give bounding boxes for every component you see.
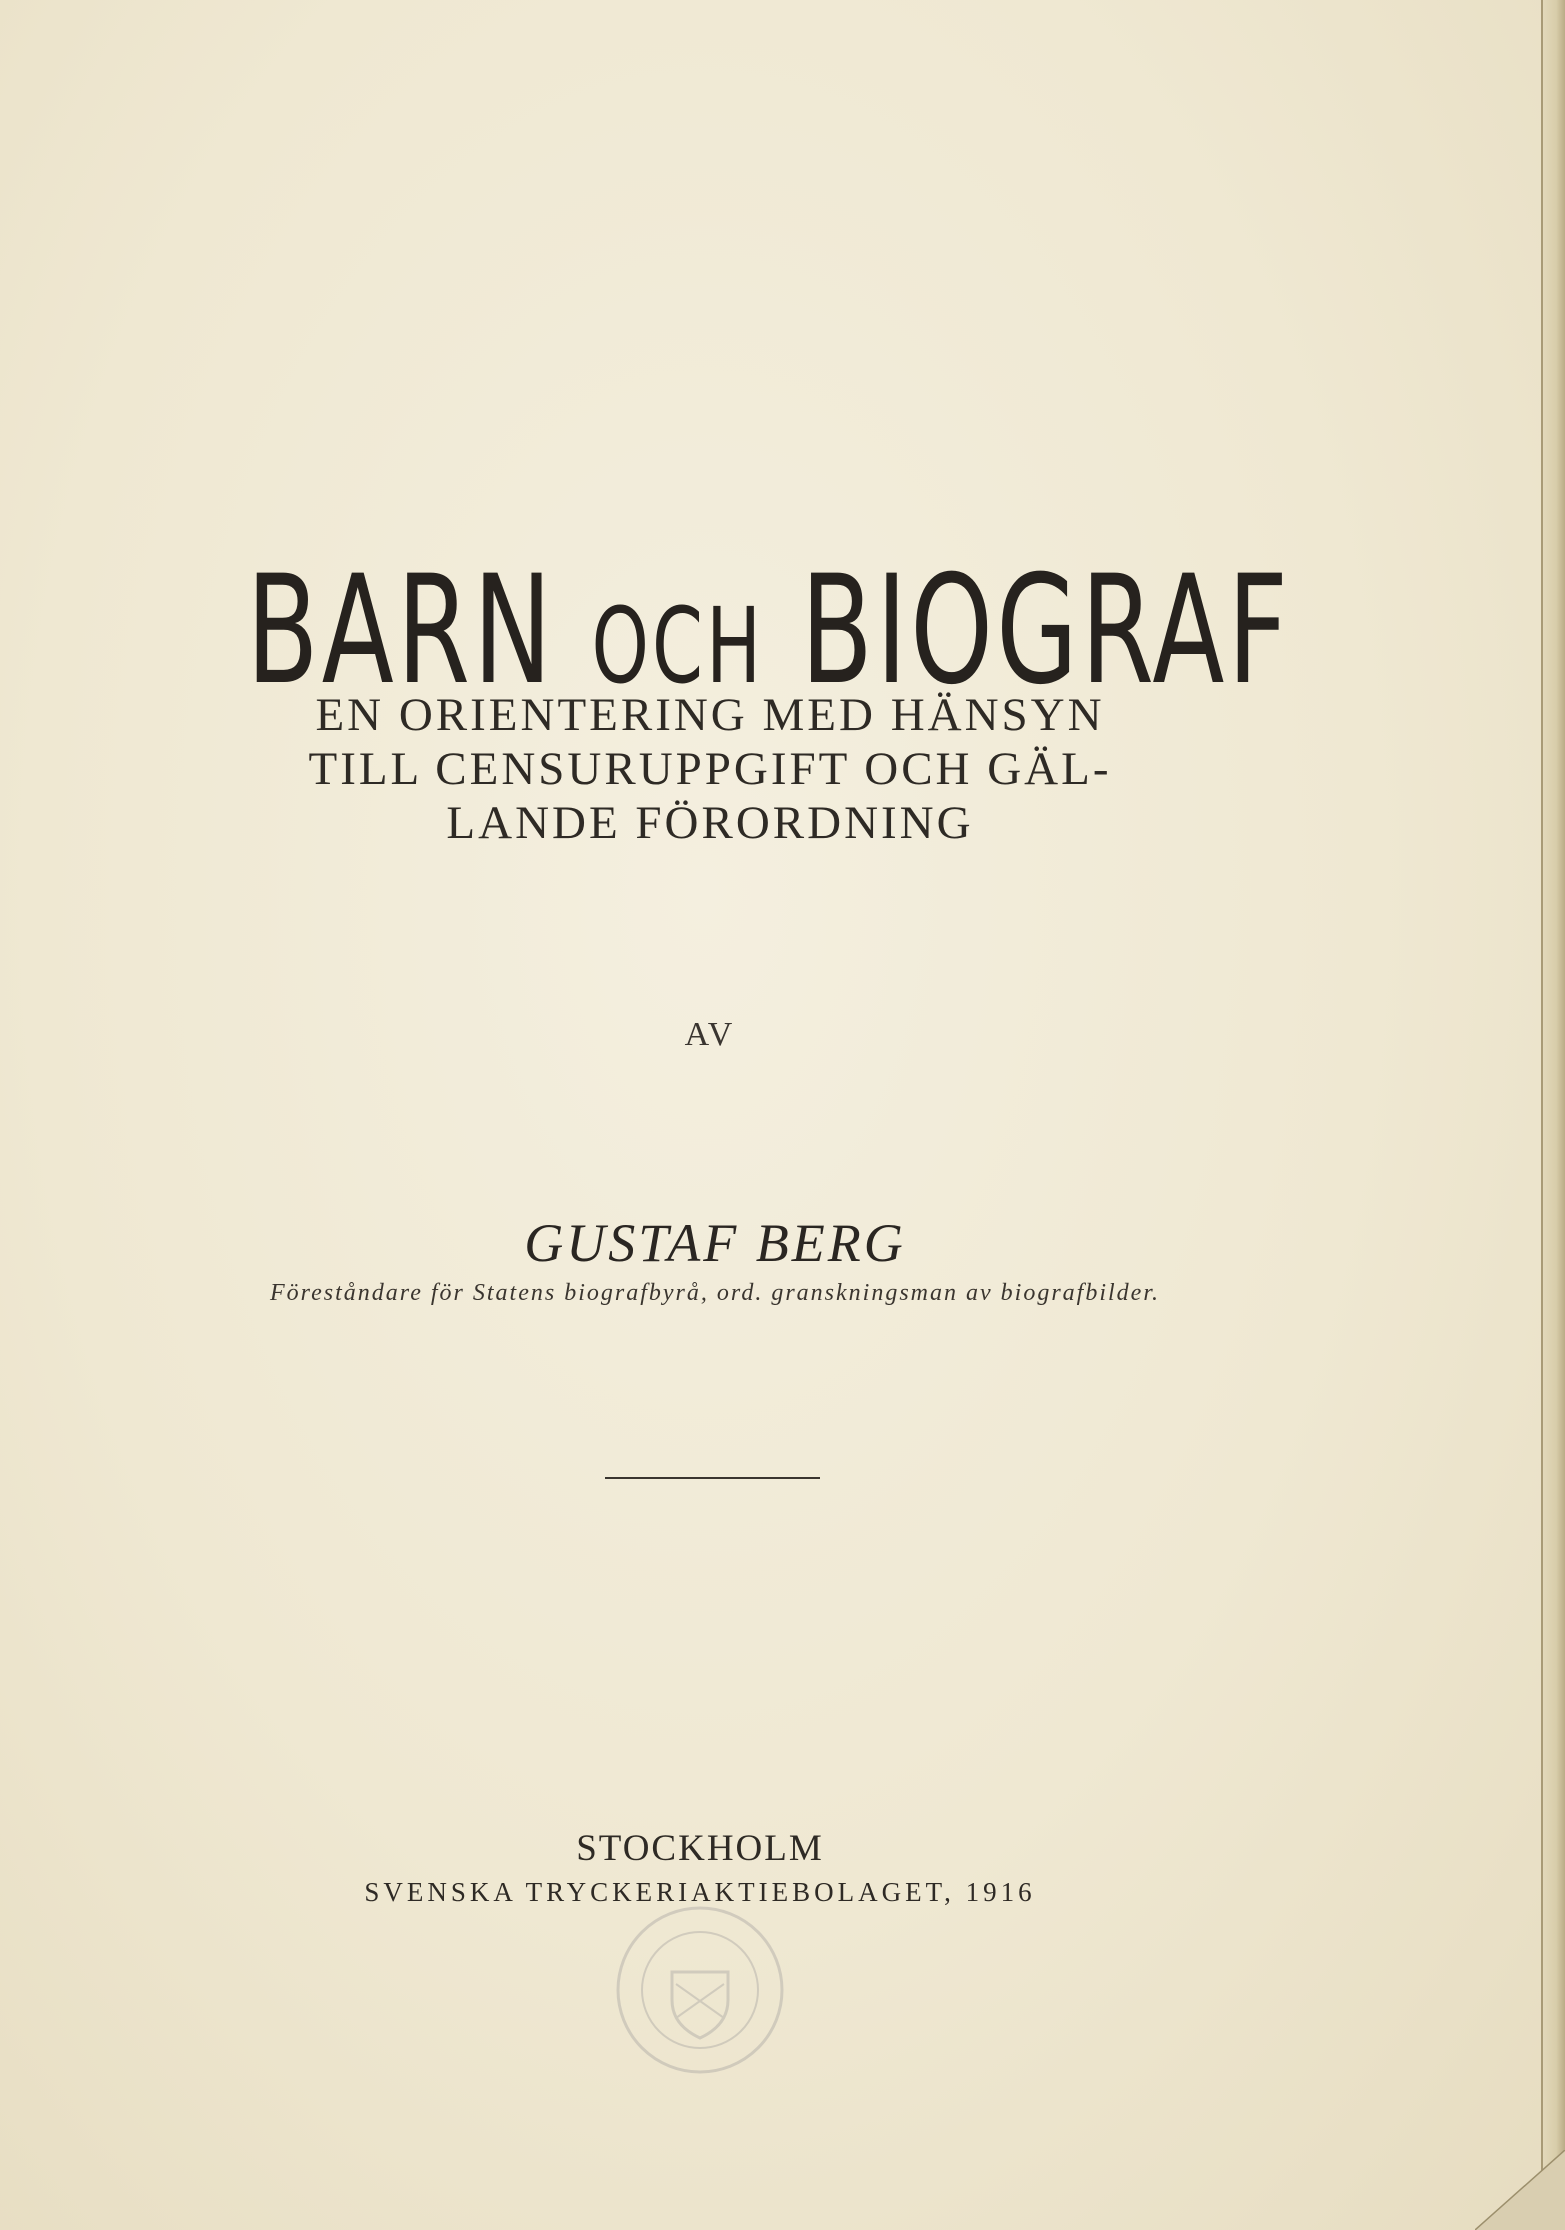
imprint-city: STOCKHOLM — [576, 1828, 824, 1869]
title-word-och: OCH — [591, 584, 765, 707]
author-name: GUSTAF BERG — [524, 1213, 906, 1273]
subtitle-line: LANDE FÖRORDNING — [446, 797, 974, 849]
library-stamp — [610, 1900, 790, 2080]
imprint-publisher: SVENSKA TRYCKERIAKTIEBOLAGET, 1916 — [364, 1877, 1036, 1907]
byline: AV — [684, 1016, 736, 1053]
page-edge — [1541, 0, 1565, 2230]
subtitle-line: TILL CENSURUPPGIFT OCH GÄL- — [308, 743, 1112, 795]
author-description: Föreståndare för Statens biografbyrå, ord. granskningsman av biografbilder. — [270, 1280, 1160, 1306]
title-word-biograf: BIOGRAF — [800, 543, 1292, 718]
subtitle-line: EN ORIENTERING MED HÄNSYN — [315, 689, 1105, 741]
title-word-barn: BARN — [246, 543, 555, 718]
divider-rule — [605, 1477, 820, 1479]
book-subtitle — [0, 688, 1420, 850]
page-corner-fold — [1475, 2150, 1565, 2230]
